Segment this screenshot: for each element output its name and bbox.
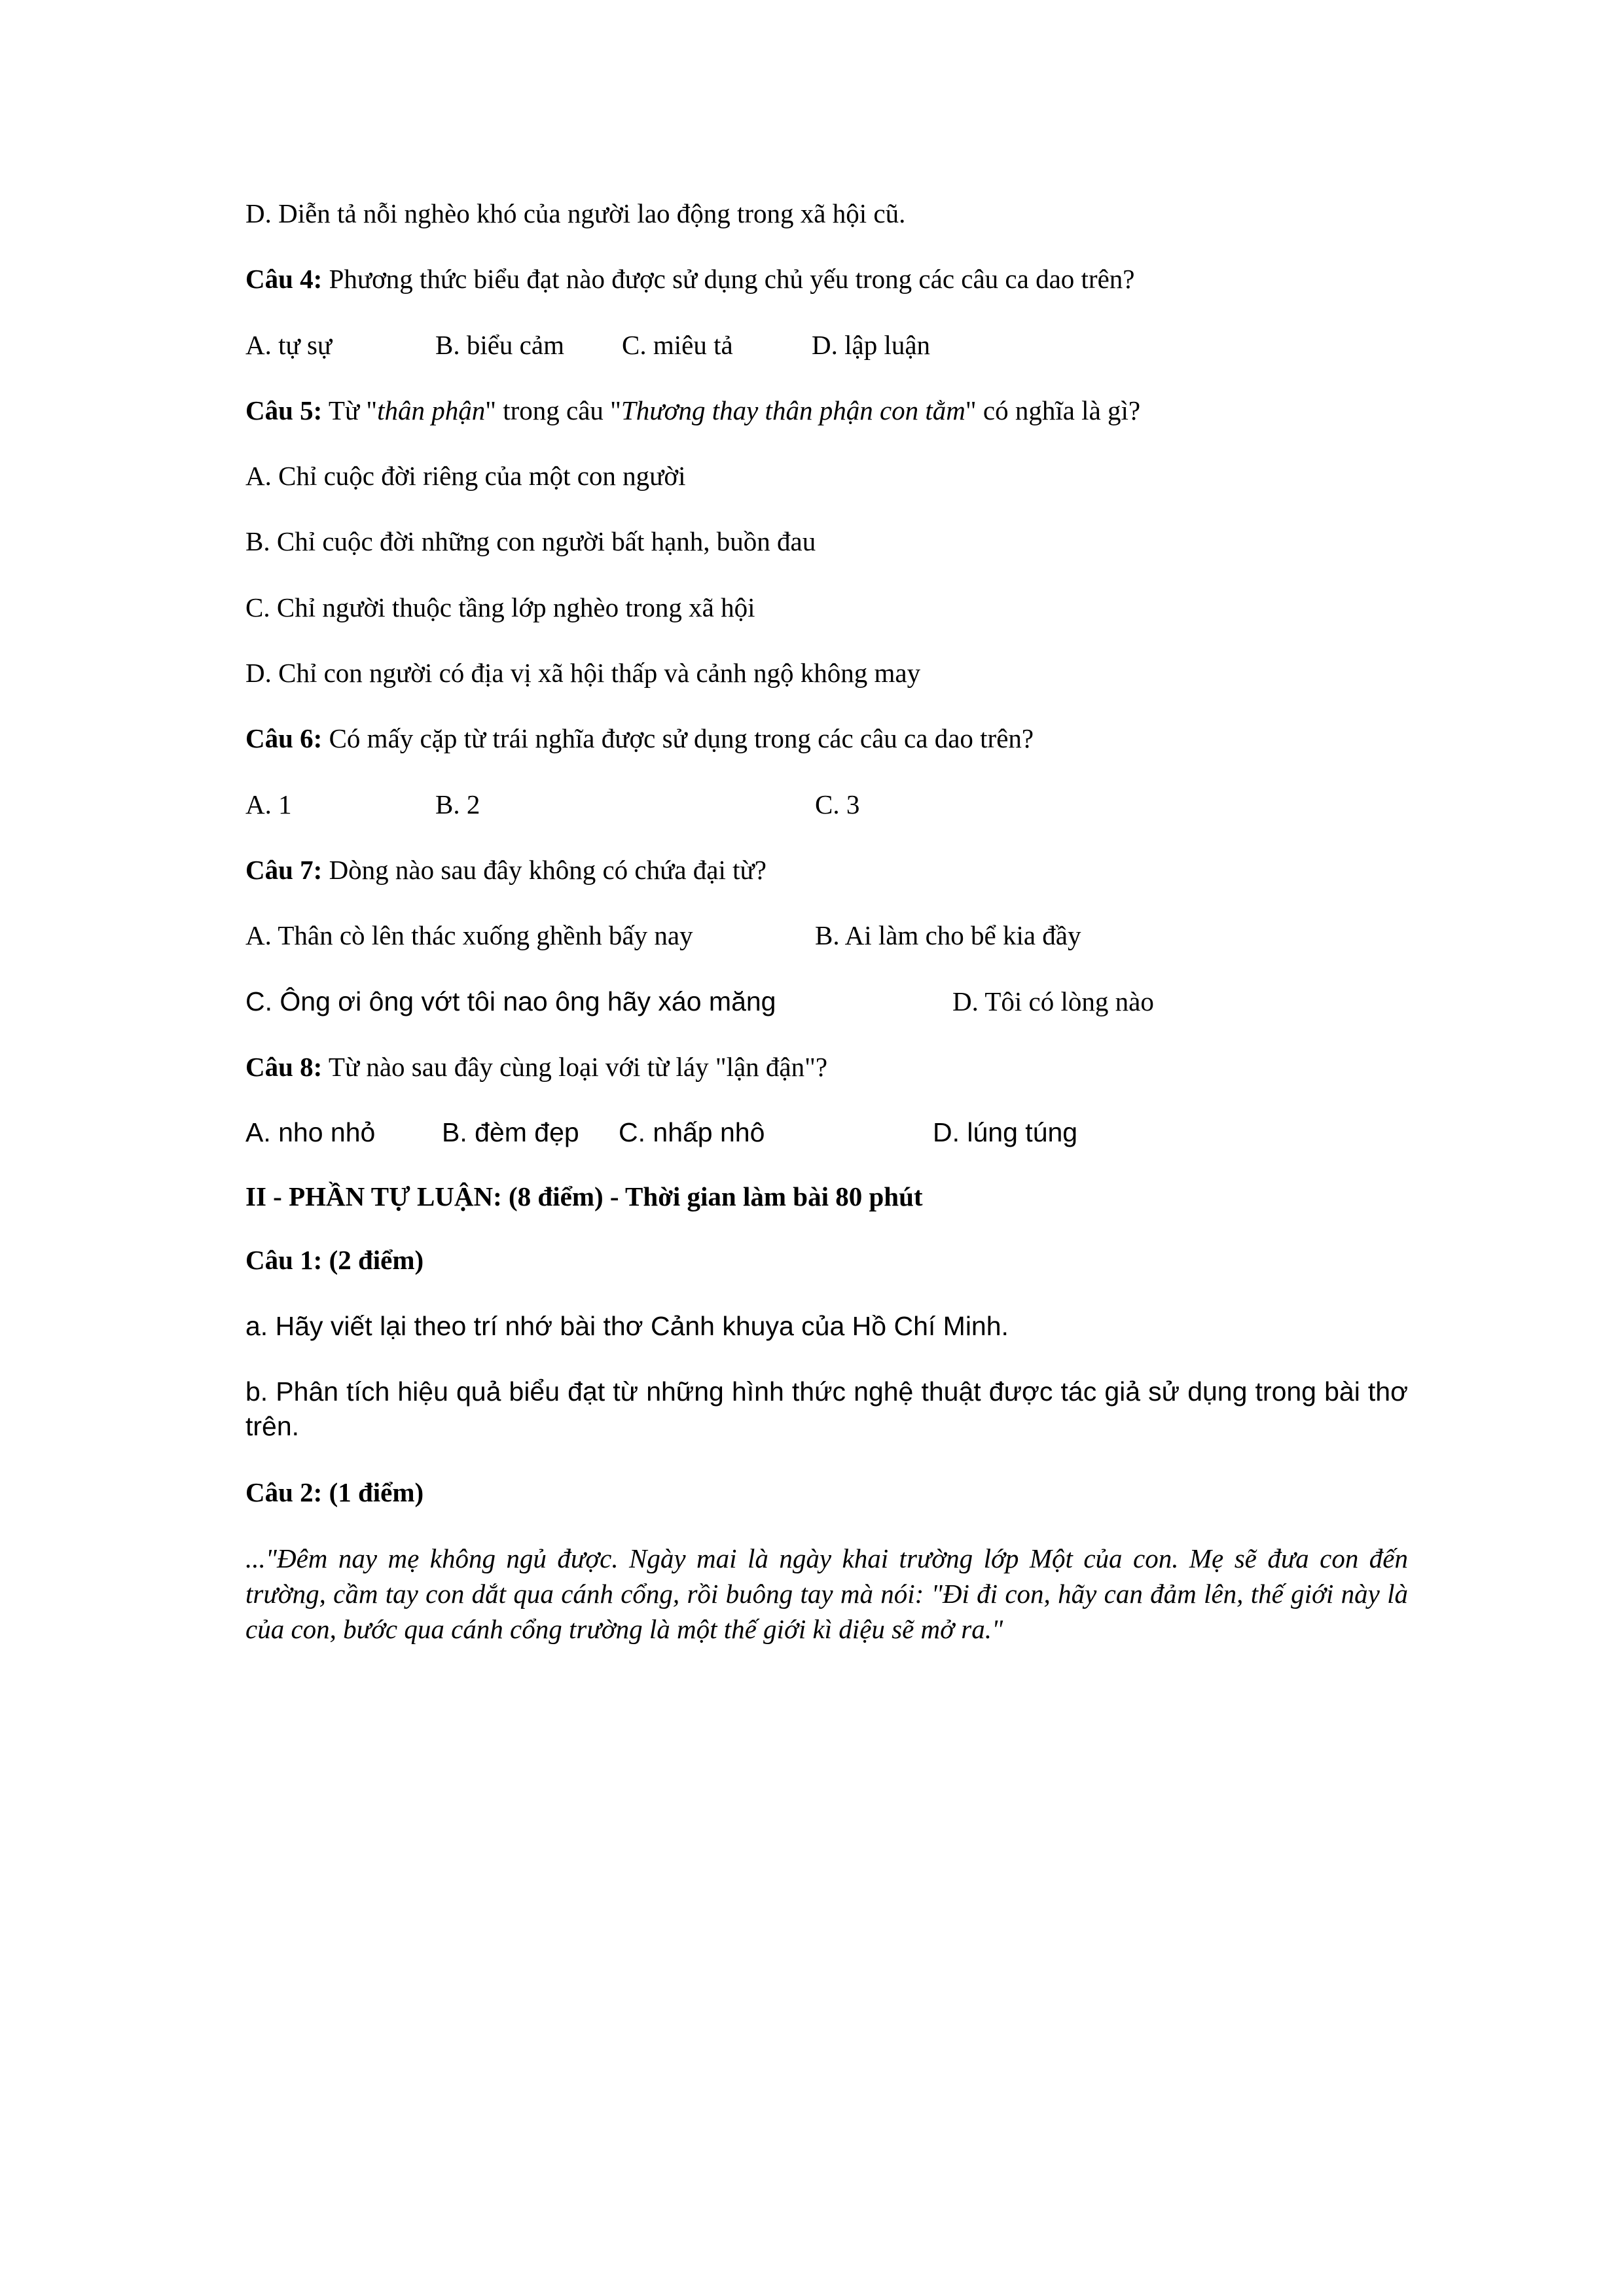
essay-question-1-item-a: a. Hãy viết lại theo trí nhớ bài thơ Cảnh khuya của Hồ Chí Minh.: [245, 1310, 1009, 1341]
question-5-option-d: D. Chỉ con người có địa vị xã hội thấp và cảnh ngộ không may: [245, 658, 921, 689]
option-a: A. nho nhỏ: [245, 1117, 376, 1148]
question-5-option-b: B. Chỉ cuộc đời những con người bất hạnh, buồn đau: [245, 526, 816, 557]
question-4-label: Câu 4:: [245, 264, 323, 295]
question-6-label: Câu 6:: [245, 723, 323, 754]
option-b: B. đèm đẹp: [442, 1117, 579, 1148]
question-5-text-part-1: Từ ": [322, 395, 378, 425]
question-8-label: Câu 8:: [245, 1051, 323, 1082]
option-c: C. 3: [815, 789, 860, 819]
section-2-title: II - PHẦN TỰ LUẬN: (8 điểm) - Thời gian làm bài 80 phút: [245, 1181, 923, 1212]
question-5-label: Câu 5:: [245, 395, 323, 425]
option-a: A. 1: [245, 789, 292, 819]
question-6-text: Có mấy cặp từ trái nghĩa được sử dụng trong các câu ca dao trên?: [322, 723, 1034, 754]
option-b: B. biểu cảm: [435, 329, 564, 360]
question-7-options-row-1: [245, 918, 1408, 953]
question-6-options: [245, 787, 1408, 822]
question-8-options: [245, 1115, 1408, 1150]
question-5-text-part-3: " có nghĩa là gì?: [965, 395, 1141, 425]
option-d: D. lúng túng: [933, 1117, 1078, 1148]
option-c: C. miêu tả: [622, 329, 733, 360]
question-8-text: Từ nào sau đây cùng loại với từ láy "lận đận"?: [322, 1051, 828, 1082]
option-c: C. nhấp nhô: [619, 1117, 765, 1148]
option-d: D. lập luận: [812, 329, 931, 360]
question-4-stem: [245, 262, 1408, 296]
question-7-label: Câu 7:: [245, 854, 323, 885]
question-4-text: Phương thức biểu đạt nào được sử dụng chủ yếu trong các câu ca dao trên?: [322, 264, 1135, 295]
option-a: A. tự sự: [245, 329, 333, 360]
question-5-term: thân phận: [377, 395, 486, 425]
question-7-text: Dòng nào sau đây không có chứa đại từ?: [322, 854, 767, 885]
option-d: D. Tôi có lòng nào: [952, 986, 1154, 1016]
essay-question-2-label: Câu 2: (1 điểm): [245, 1477, 424, 1507]
question-5-option-c: C. Chỉ người thuộc tầng lớp nghèo trong xã hội: [245, 592, 755, 622]
question-7-stem: [245, 853, 1408, 888]
question-5-option-a: A. Chỉ cuộc đời riêng của một con người: [245, 461, 686, 492]
question-5-quote: Thương thay thân phận con tằm: [621, 395, 965, 425]
question-5-text-part-2: " trong câu ": [485, 395, 621, 425]
question-6-stem: [245, 721, 1408, 756]
essay-question-2-quote: ..."Đêm nay mẹ không ngủ được. Ngày mai là ngày khai trường lớp Một của con. Mẹ sẽ đưa con đến trường, cầm tay con dắt qua cánh cổng, rồi buông tay mà nói: "Đi đi con, hãy can đảm lên, thế giới này là của con, bước qua cánh cổng trường là một thế giới kì diệu sẽ mở ra.": [245, 1543, 1408, 1645]
option-b: B. 2: [435, 789, 480, 819]
question-7-options-row-2: [245, 984, 1408, 1019]
question-5-stem: [245, 393, 1408, 428]
paragraph-option-d-previous: D. Diễn tả nỗi nghèo khó của người lao động trong xã hội cũ.: [245, 198, 906, 228]
essay-question-1-item-b: b. Phân tích hiệu quả biểu đạt từ những hình thức nghệ thuật được tác giả sử dụng trong bài thơ trên.: [245, 1376, 1408, 1442]
option-c: C. Ông ơi ông vớt tôi nao ông hãy xáo măng: [245, 986, 776, 1016]
option-a: A. Thân cò lên thác xuống ghềnh bấy nay: [245, 920, 693, 951]
question-4-options: [245, 328, 1408, 363]
option-c-spacer: [625, 787, 815, 822]
essay-question-1-label: Câu 1: (2 điểm): [245, 1245, 424, 1276]
option-b: B. Ai làm cho bể kia đầy: [815, 920, 1081, 951]
question-8-stem: [245, 1050, 1408, 1085]
